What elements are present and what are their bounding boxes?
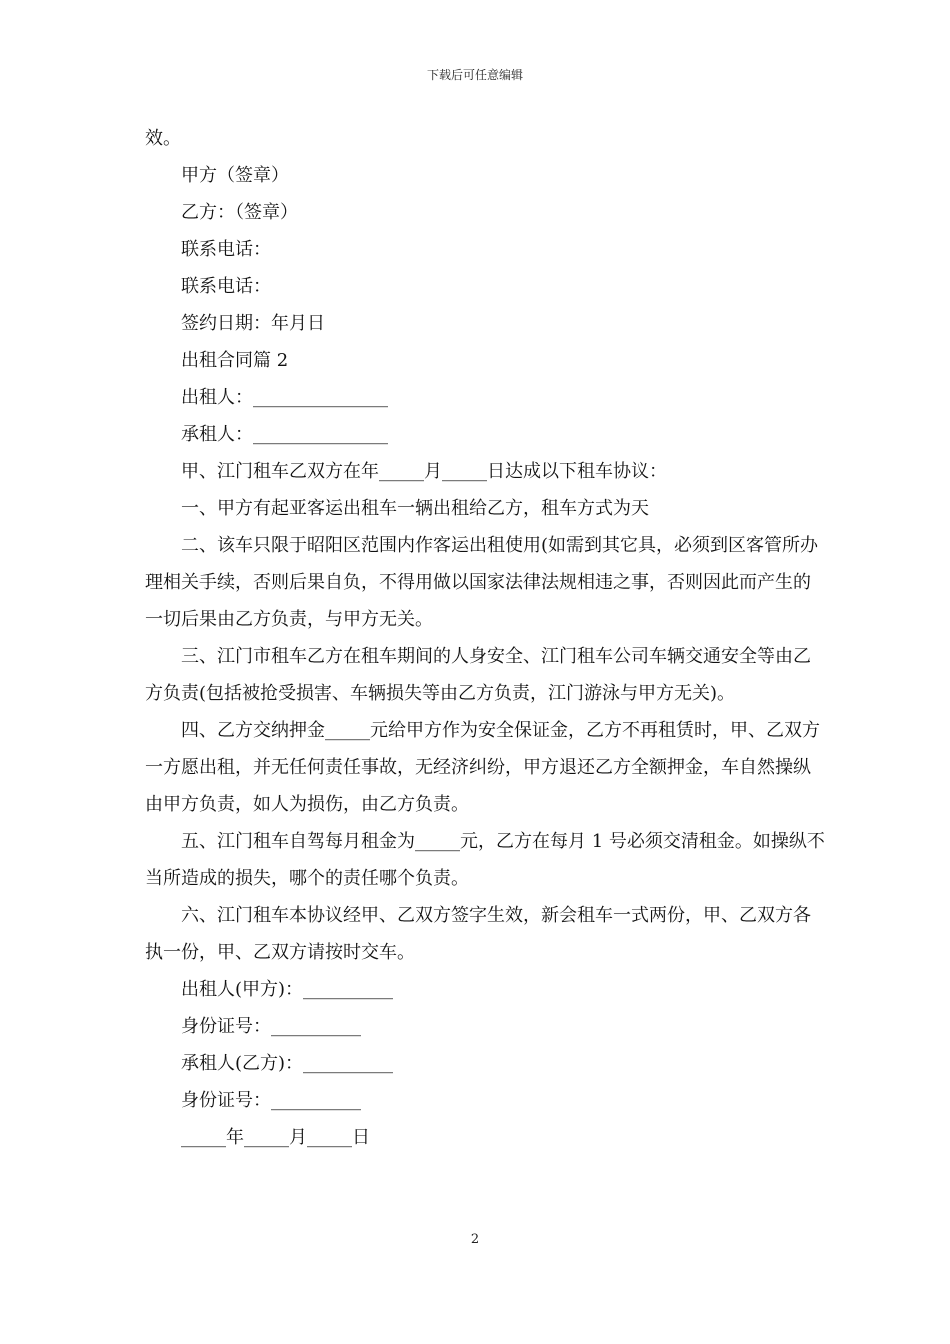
paragraph: 出租人(甲方)：__________	[181, 979, 394, 1000]
paragraph: 身份证号：__________	[181, 1090, 361, 1111]
paragraph: 甲、江门租车乙双方在年_____月_____日达成以下租车协议：	[181, 461, 667, 482]
document-body	[145, 120, 825, 1156]
paragraph: 四、乙方交纳押金_____元给甲方作为安全保证金，乙方不再租赁时，甲、乙双方一方愿出租，并无任何责任事故，无经济纠纷，甲方退还乙方全额押金，车自然操纵由甲方负责，如人为损伤，由乙方负责。	[145, 720, 820, 815]
paragraph: 承租人(乙方)：__________	[181, 1053, 394, 1074]
paragraph: 联系电话：	[181, 276, 271, 297]
paragraph: 六、江门租车本协议经甲、乙双方签字生效，新会租车一式两份，甲、乙双方各执一份，甲、乙双方请按时交车。	[145, 905, 811, 963]
paragraph: 身份证号：__________	[181, 1016, 361, 1037]
paragraph: 五、江门租车自驾每月租金为_____元，乙方在每月 1 号必须交清租金。如操纵不当所造成的损失，哪个的责任哪个负责。	[145, 831, 825, 889]
paragraph: 出租合同篇 2	[181, 350, 289, 371]
paragraph: 效。	[145, 128, 181, 149]
paragraph: 二、该车只限于昭阳区范围内作客运出租使用(如需到其它具，必须到区客管所办理相关手续，否则后果自负，不得用做以国家法律法规相违之事，否则因此而产生的一切后果由乙方负责，与甲方无关。	[145, 535, 819, 630]
paragraph: 承租人：_______________	[181, 424, 388, 445]
paragraph: 一、甲方有起亚客运出租车一辆出租给乙方，租车方式为天	[181, 498, 649, 519]
paragraph: 三、江门市租车乙方在租车期间的人身安全、江门租车公司车辆交通安全等由乙方负责(包括被抢受损害、车辆损失等由乙方负责，江门游泳与甲方无关)。	[145, 646, 811, 704]
paragraph: _____年_____月_____日	[181, 1127, 370, 1148]
paragraph: 出租人：_______________	[181, 387, 388, 408]
paragraph: 甲方（签章）	[181, 165, 289, 186]
paragraph: 签约日期：年月日	[181, 313, 325, 334]
paragraph: 联系电话：	[181, 239, 271, 260]
page-header: 下载后可任意编辑	[426, 68, 523, 82]
paragraph: 乙方：（签章）	[181, 202, 298, 223]
page-number: 2	[470, 1232, 480, 1247]
